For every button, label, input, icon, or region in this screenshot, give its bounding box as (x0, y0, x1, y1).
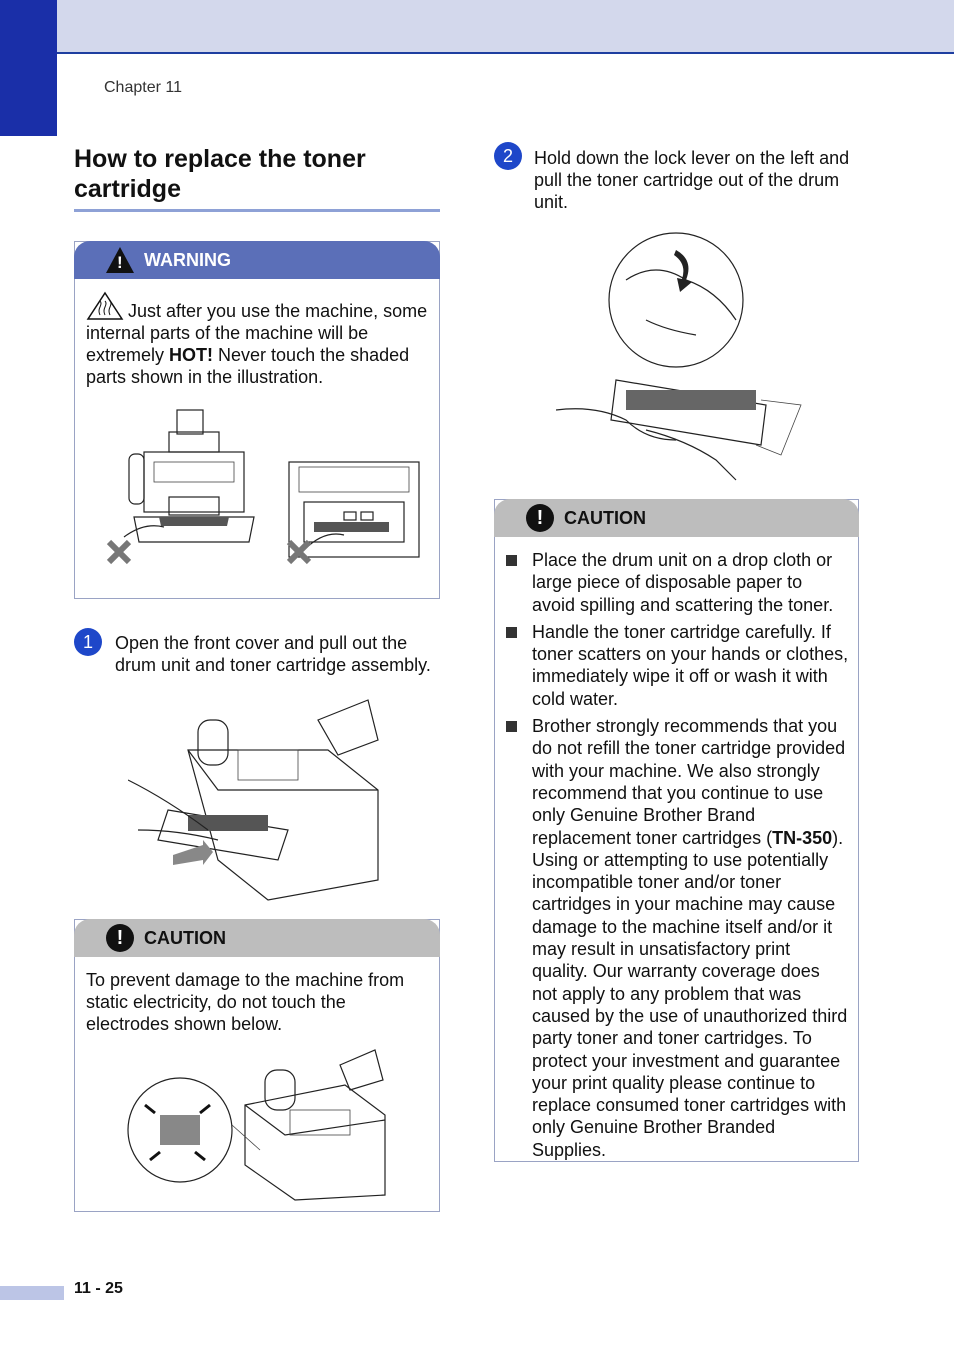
caution-item-3-text-b: ). Using or attempting to use potentially incompatible toner and/or toner cartridges in your machine may cause damage to the machine itself and/or it may result in unsatisfactory print quality. Our warranty coverage does not apply to any problem that was caused by the use of unauthorized third party toner and toner cartridges. To protect your investment and guarantee your print quality please continue to replace consumed toner cartridges with only Genuine Brother Branded Supplies. (532, 827, 848, 1160)
step-1-number: 1 (74, 628, 102, 656)
warning-text-1: Just after you use the machine, some internal parts of the machine will be extremely (86, 301, 428, 365)
electrodes-illustration (125, 1045, 395, 1205)
caution-list (506, 549, 849, 1161)
caution-header-2 (494, 499, 859, 537)
toner-removal-illustration (556, 230, 806, 485)
toner-model-number: TN-350 (772, 827, 833, 848)
warning-label: WARNING (144, 249, 231, 270)
caution-body-1: To prevent damage to the machine from static electricity, do not touch the electrodes shown below. (86, 970, 405, 1034)
step-2-text: Hold down the lock lever on the left and pull the toner cartridge out of the drum unit. (534, 148, 850, 212)
caution-label-1: CAUTION (144, 927, 226, 948)
caution-icon: ! (526, 504, 554, 532)
warning-text-2: Never touch the shaded parts shown in the illustration. (86, 345, 410, 387)
caution-icon: ! (106, 924, 134, 952)
section-title: How to replace the toner cartridge (74, 145, 366, 203)
caution-box-handling (494, 499, 859, 1162)
warning-box (74, 241, 440, 599)
chapter-tab (0, 0, 57, 136)
warning-triangle-icon: ! (106, 247, 134, 273)
page-number: 11 - 25 (74, 1280, 123, 1297)
title-underline (74, 209, 440, 212)
caution-box-static (74, 919, 440, 1212)
header-band (0, 0, 954, 54)
warning-header (74, 241, 440, 279)
warning-hot-text: HOT! (169, 345, 214, 365)
hot-parts-illustration (89, 402, 429, 582)
footer-bar (0, 1286, 64, 1300)
caution-body-2 (495, 537, 858, 1178)
drum-unit-removal-illustration (128, 690, 398, 910)
caution-label-2: CAUTION (564, 507, 646, 528)
warning-body (75, 279, 439, 400)
chapter-label: Chapter 11 (104, 79, 182, 96)
step-1-text: Open the front cover and pull out the drum unit and toner cartridge assembly. (115, 633, 431, 675)
caution-item-3-text-a: Brother strongly recommends that you do not refill the toner cartridge provided with your machine. We also strongly recommend that you continue to use only Genuine Brother Brand replacement toner cartridges ( (532, 716, 846, 848)
step-2-number: 2 (494, 142, 522, 170)
caution-header-1 (74, 919, 440, 957)
hot-surface-icon (86, 291, 124, 321)
caution-item-1: Place the drum unit on a drop cloth or large piece of disposable paper to avoid spilling and scattering the toner. (506, 549, 849, 616)
caution-item-2: Handle the toner cartridge carefully. If toner scatters on your hands or clothes, immediately wipe it off or wash it with cold water. (506, 621, 849, 710)
caution-item-3 (506, 715, 849, 1161)
